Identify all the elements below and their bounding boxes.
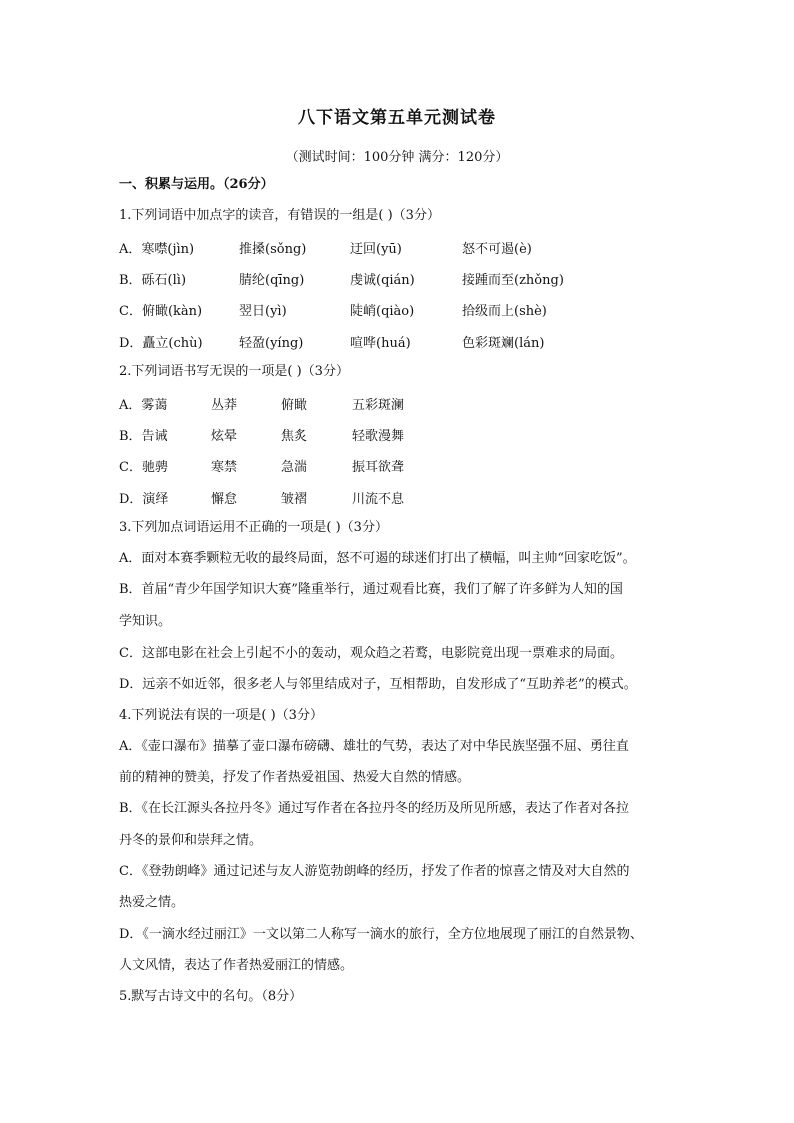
option-cell: 俯瞰 bbox=[281, 398, 308, 413]
question-5-stem: 5.默写古诗文中的名句。（8分） bbox=[119, 989, 303, 1004]
option-cell: 迂回(yū) bbox=[350, 242, 402, 257]
question-3-line: D．远亲不如近邻，很多老人与邻里结成对子，互相帮助，自发形成了“互助养老”的模式。 bbox=[119, 677, 637, 692]
option-cell: 腈纶(qīng) bbox=[239, 273, 305, 288]
question-3-line: A．面对本赛季颗粒无收的最终局面，怒不可遏的球迷们打出了横幅，叫主帅“回家吃饭”。 bbox=[119, 551, 636, 566]
option-cell: 振耳欲聋 bbox=[352, 460, 405, 475]
section-heading: 一、积累与运用。（26分） bbox=[119, 177, 274, 192]
question-3-line: 学知识。 bbox=[119, 614, 172, 629]
question-4-line: D．《一滴水经过丽江》一文以第二人称写一滴水的旅行，全方位地展现了丽江的自然景物、 bbox=[119, 927, 643, 942]
option-cell: C．驰骋 bbox=[119, 460, 168, 475]
option-cell: B．砾石(lì) bbox=[119, 273, 187, 288]
question-4-line: C．《登勃朗峰》通过记述与友人游览勃朗峰的经历，抒发了作者的惊喜之情及对大自然的 bbox=[119, 864, 630, 879]
option-cell: 接踵而至(zhǒng) bbox=[462, 273, 564, 288]
option-cell: D．矗立(chù) bbox=[119, 336, 203, 351]
option-cell: 轻歌漫舞 bbox=[352, 429, 405, 444]
page-subtitle: （测试时间：100分钟 满分：120分） bbox=[285, 150, 509, 165]
option-cell: 寒禁 bbox=[211, 460, 238, 475]
option-cell: B．告诫 bbox=[119, 429, 168, 444]
question-4-line: 热爱之情。 bbox=[119, 895, 185, 910]
question-1-stem: 1.下列词语中加点字的读音，有错误的一组是( )（3分） bbox=[119, 208, 440, 223]
question-4-line: 人文风情，表达了作者热爱丽江的情感。 bbox=[119, 958, 354, 973]
option-cell: A．寒噤(jìn) bbox=[119, 242, 195, 257]
option-cell: 怒不可遏(è) bbox=[462, 242, 532, 257]
option-cell: 推搡(sǒng) bbox=[239, 242, 307, 257]
question-4-stem: 4.下列说法有误的一项是( )（3分） bbox=[119, 708, 323, 723]
option-cell: 拾级而上(shè) bbox=[462, 304, 547, 319]
option-cell: 翌日(yì) bbox=[239, 304, 287, 319]
option-cell: A．雾蔼 bbox=[119, 398, 168, 413]
option-cell: 色彩斑斓(lán) bbox=[462, 336, 545, 351]
question-3-stem: 3.下列加点词语运用不正确的一项是( )（3分） bbox=[119, 520, 388, 535]
question-4-line: B．《在长江源头各拉丹冬》通过写作者在各拉丹冬的经历及所见所感，表达了作者对各拉 bbox=[119, 801, 630, 816]
page-title: 八下语文第五单元测试卷 bbox=[298, 108, 496, 128]
option-cell: 喧哗(huá) bbox=[350, 336, 411, 351]
question-4-line: A．《壶口瀑布》描摹了壶口瀑布磅礴、雄壮的气势，表达了对中华民族坚强不屈、勇往直 bbox=[119, 739, 629, 754]
option-cell: 虔诚(qián) bbox=[350, 273, 415, 288]
option-cell: 急湍 bbox=[281, 460, 308, 475]
question-3-line: B．首届“青少年国学知识大赛”隆重举行，通过观看比赛，我们了解了许多鲜为人知的国 bbox=[119, 582, 623, 597]
option-cell: 丛莽 bbox=[211, 398, 238, 413]
option-cell: 懈怠 bbox=[211, 492, 238, 507]
option-cell: C．俯瞰(kàn) bbox=[119, 304, 203, 319]
option-cell: 焦炙 bbox=[281, 429, 308, 444]
question-2-stem: 2.下列词语书写无误的一项是( )（3分） bbox=[119, 364, 349, 379]
option-cell: 陡峭(qiào) bbox=[350, 304, 415, 319]
option-cell: D．演绎 bbox=[119, 492, 169, 507]
option-cell: 川流不息 bbox=[352, 492, 405, 507]
question-4-line: 前的精神的赞美，抒发了作者热爱祖国、热爱大自然的情感。 bbox=[119, 770, 471, 785]
question-4-line: 丹冬的景仰和崇拜之情。 bbox=[119, 833, 263, 848]
option-cell: 轻盈(yíng) bbox=[239, 336, 304, 351]
option-cell: 皱褶 bbox=[281, 492, 308, 507]
option-cell: 五彩斑澜 bbox=[352, 398, 405, 413]
option-cell: 炫晕 bbox=[211, 429, 238, 444]
question-3-line: C．这部电影在社会上引起不小的轰动，观众趋之若鹜，电影院竟出现一票难求的局面。 bbox=[119, 646, 623, 661]
